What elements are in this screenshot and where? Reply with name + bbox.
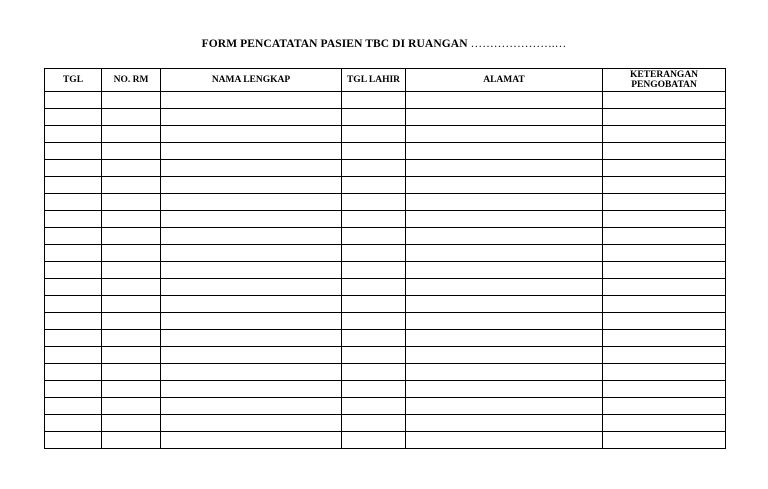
column-header-keterangan-pengobatan: KETERANGAN PENGOBATAN [603,69,726,92]
table-cell-no-rm [102,177,161,194]
form-title-dots: ………………….… [470,38,567,50]
table-cell-tgl-lahir [342,313,406,330]
table-cell-tgl-lahir [342,262,406,279]
table-cell-tgl [45,92,102,109]
table-cell-tgl [45,126,102,143]
table-cell-tgl-lahir [342,160,406,177]
table-body [45,92,726,449]
table-cell-keterangan-pengobatan [603,381,726,398]
table-cell-nama-lengkap [161,347,342,364]
table-cell-tgl-lahir [342,177,406,194]
table-row [45,126,726,143]
table-cell-keterangan-pengobatan [603,228,726,245]
column-header-nama-lengkap: NAMA LENGKAP [161,69,342,92]
table-cell-tgl [45,245,102,262]
table-row [45,347,726,364]
table-row [45,92,726,109]
table-cell-alamat [406,92,603,109]
table-cell-keterangan-pengobatan [603,245,726,262]
table-cell-alamat [406,347,603,364]
table-row [45,313,726,330]
table-cell-keterangan-pengobatan [603,177,726,194]
table-cell-alamat [406,313,603,330]
table-cell-alamat [406,194,603,211]
table-cell-nama-lengkap [161,143,342,160]
table-cell-alamat [406,381,603,398]
table-cell-alamat [406,432,603,449]
column-header-tgl: TGL [45,69,102,92]
table-cell-tgl [45,279,102,296]
table-cell-alamat [406,126,603,143]
table-row [45,143,726,160]
table-row [45,381,726,398]
table-cell-nama-lengkap [161,415,342,432]
table-cell-no-rm [102,194,161,211]
table-cell-no-rm [102,381,161,398]
table-cell-nama-lengkap [161,160,342,177]
table-cell-nama-lengkap [161,194,342,211]
table-cell-tgl-lahir [342,381,406,398]
table-cell-alamat [406,160,603,177]
table-cell-tgl-lahir [342,415,406,432]
table-cell-no-rm [102,143,161,160]
table-cell-alamat [406,364,603,381]
table-cell-tgl [45,109,102,126]
table-cell-alamat [406,109,603,126]
table-cell-no-rm [102,211,161,228]
column-header-no-rm: NO. RM [102,69,161,92]
table-row [45,432,726,449]
table-cell-keterangan-pengobatan [603,92,726,109]
table-cell-nama-lengkap [161,398,342,415]
table-cell-keterangan-pengobatan [603,262,726,279]
table-cell-keterangan-pengobatan [603,296,726,313]
table-cell-tgl [45,313,102,330]
table-cell-tgl [45,432,102,449]
table-row [45,160,726,177]
table-cell-nama-lengkap [161,432,342,449]
table-cell-nama-lengkap [161,296,342,313]
table-cell-tgl-lahir [342,330,406,347]
table-cell-tgl-lahir [342,143,406,160]
table-cell-nama-lengkap [161,109,342,126]
table-cell-keterangan-pengobatan [603,398,726,415]
table-cell-tgl [45,160,102,177]
table-row [45,364,726,381]
table-cell-alamat [406,245,603,262]
column-header-tgl-lahir: TGL LAHIR [342,69,406,92]
table-row [45,194,726,211]
table-cell-tgl-lahir [342,109,406,126]
table-row [45,415,726,432]
table-cell-no-rm [102,279,161,296]
table-cell-alamat [406,330,603,347]
table-cell-tgl-lahir [342,211,406,228]
table-cell-keterangan-pengobatan [603,143,726,160]
table-cell-keterangan-pengobatan [603,313,726,330]
table-cell-no-rm [102,160,161,177]
table-cell-tgl-lahir [342,194,406,211]
table-cell-nama-lengkap [161,211,342,228]
table-cell-alamat [406,228,603,245]
table-cell-no-rm [102,126,161,143]
table-row [45,398,726,415]
table-cell-tgl-lahir [342,245,406,262]
table-cell-tgl-lahir [342,228,406,245]
table-cell-tgl [45,415,102,432]
form-title [0,38,768,50]
table-cell-keterangan-pengobatan [603,194,726,211]
table-cell-keterangan-pengobatan [603,279,726,296]
table-cell-tgl-lahir [342,347,406,364]
table-row [45,245,726,262]
table-cell-tgl-lahir [342,398,406,415]
table-cell-no-rm [102,109,161,126]
table-cell-alamat [406,177,603,194]
table-cell-keterangan-pengobatan [603,432,726,449]
table-cell-tgl-lahir [342,296,406,313]
table-cell-nama-lengkap [161,330,342,347]
table-cell-nama-lengkap [161,262,342,279]
table-cell-alamat [406,279,603,296]
table-cell-tgl [45,296,102,313]
table-cell-alamat [406,296,603,313]
table-cell-tgl-lahir [342,432,406,449]
table-cell-no-rm [102,347,161,364]
table-cell-nama-lengkap [161,279,342,296]
table-cell-no-rm [102,398,161,415]
table-cell-nama-lengkap [161,381,342,398]
table-cell-no-rm [102,296,161,313]
table-cell-nama-lengkap [161,228,342,245]
table-cell-alamat [406,211,603,228]
table-cell-nama-lengkap [161,245,342,262]
patient-register-table [44,68,726,449]
table-row [45,177,726,194]
table-row [45,262,726,279]
table-row [45,211,726,228]
table-cell-no-rm [102,313,161,330]
table-cell-tgl-lahir [342,126,406,143]
table-cell-tgl [45,177,102,194]
form-title-text: FORM PENCATATAN PASIEN TBC DI RUANGAN [201,38,468,50]
table-cell-tgl [45,398,102,415]
table-cell-nama-lengkap [161,313,342,330]
table-cell-keterangan-pengobatan [603,364,726,381]
table-cell-no-rm [102,92,161,109]
table-cell-alamat [406,262,603,279]
table-cell-nama-lengkap [161,92,342,109]
table-cell-tgl-lahir [342,92,406,109]
column-header-alamat: ALAMAT [406,69,603,92]
table-cell-keterangan-pengobatan [603,160,726,177]
table-cell-no-rm [102,262,161,279]
table-header-row [45,69,726,92]
table-cell-no-rm [102,330,161,347]
table-cell-tgl [45,330,102,347]
table-row [45,330,726,347]
table-cell-tgl [45,143,102,160]
table-cell-tgl-lahir [342,364,406,381]
table-cell-tgl [45,194,102,211]
table-cell-tgl [45,364,102,381]
table-cell-no-rm [102,228,161,245]
table-cell-alamat [406,143,603,160]
table-cell-alamat [406,415,603,432]
table-cell-keterangan-pengobatan [603,347,726,364]
table-cell-tgl [45,228,102,245]
table-cell-no-rm [102,415,161,432]
table-row [45,109,726,126]
table-row [45,296,726,313]
table-cell-tgl [45,381,102,398]
table-cell-keterangan-pengobatan [603,211,726,228]
table-cell-alamat [406,398,603,415]
table-cell-nama-lengkap [161,126,342,143]
table-cell-tgl [45,262,102,279]
table-cell-tgl [45,211,102,228]
table-cell-no-rm [102,245,161,262]
table-cell-keterangan-pengobatan [603,109,726,126]
table-cell-no-rm [102,364,161,381]
table-cell-tgl-lahir [342,279,406,296]
table-cell-nama-lengkap [161,364,342,381]
table-cell-no-rm [102,432,161,449]
table-cell-keterangan-pengobatan [603,330,726,347]
table-row [45,279,726,296]
table-row [45,228,726,245]
table-cell-keterangan-pengobatan [603,415,726,432]
table-cell-tgl [45,347,102,364]
table-cell-keterangan-pengobatan [603,126,726,143]
table-cell-nama-lengkap [161,177,342,194]
